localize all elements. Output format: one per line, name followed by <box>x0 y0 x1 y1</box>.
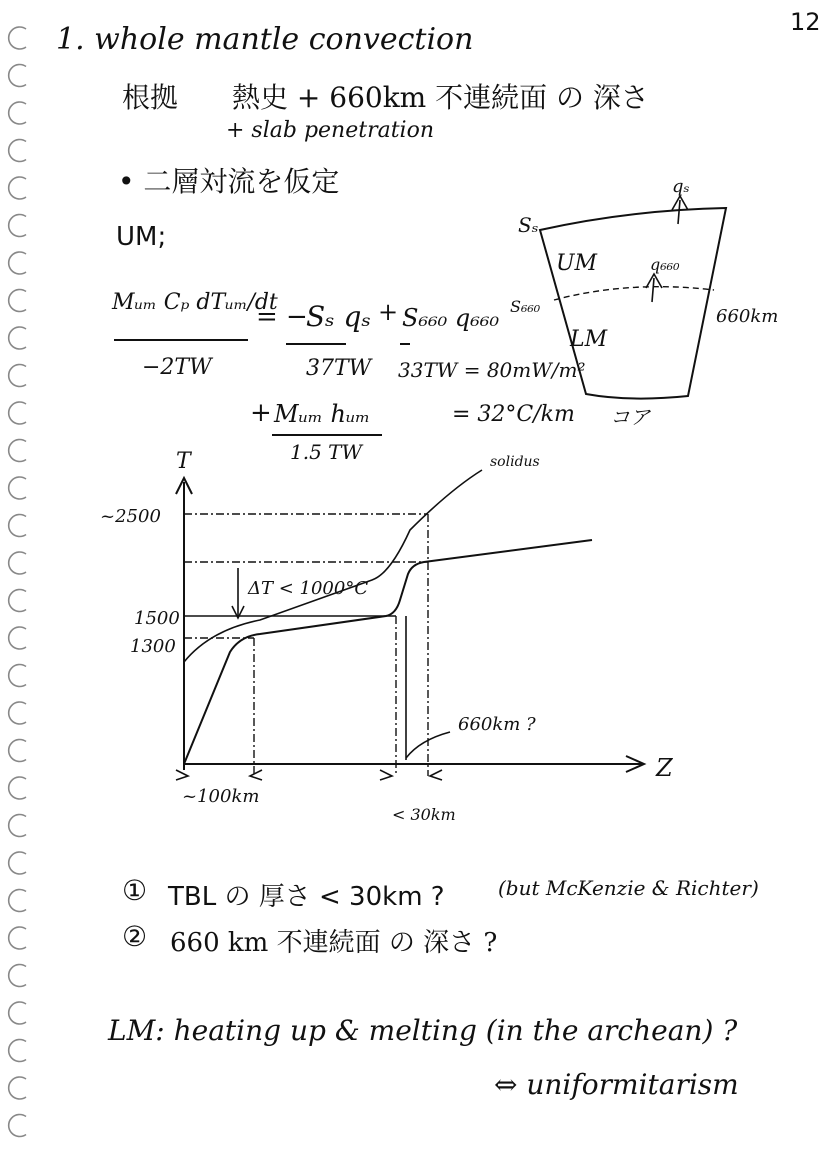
binder-hole <box>9 215 26 237</box>
evidence-items: 熱史 + 660km 不連続面 の 深さ <box>232 81 649 114</box>
binder-holes <box>0 0 40 1167</box>
binder-hole <box>9 552 26 574</box>
binder-hole <box>9 1002 26 1024</box>
equation-eq-sign: = − <box>256 302 308 332</box>
y-label-1300: 1300 <box>130 636 176 657</box>
binder-hole <box>9 27 26 49</box>
binder-hole <box>9 1077 26 1099</box>
lower-mantle-line: LM: heating up & melting (in the archean) ? <box>108 1014 738 1047</box>
equation-lhs: Mᵤₘ Cₚ dTᵤₘ/dt <box>112 290 278 315</box>
qs-arrow <box>678 200 680 224</box>
equation-rules <box>110 330 410 350</box>
q660-label: q₆₆₀ <box>650 255 680 274</box>
binder-hole <box>9 290 26 312</box>
binder-hole <box>9 665 26 687</box>
evidence-extra: + slab penetration <box>226 118 435 143</box>
binder-hole <box>9 740 26 762</box>
binder-hole <box>9 102 26 124</box>
tbl-100-label: ~100km <box>182 786 260 807</box>
qs-label: qₛ <box>672 176 690 197</box>
binder-hole <box>9 815 26 837</box>
ss-label: Sₛ <box>518 213 539 237</box>
question-1-note: (but McKenzie & Richter) <box>498 876 759 900</box>
q660-arrow <box>652 278 654 302</box>
binder-hole <box>9 327 26 349</box>
equation-term2-value: 33TW = 80mW/m² <box>398 358 586 382</box>
binder-hole <box>9 852 26 874</box>
delta-t-label: ΔT < 1000°C <box>248 578 369 599</box>
binder-hole <box>9 702 26 724</box>
question-1-number: ① <box>122 874 148 907</box>
tbl-30-label: < 30km <box>392 805 456 824</box>
equation-term1-value: 37TW <box>306 356 372 381</box>
lm-region-label: LM <box>570 327 608 352</box>
equation-term3-value: 1.5 TW <box>290 440 363 464</box>
sector-outline <box>540 208 726 399</box>
question-2-text: 660 km 不連続面 の 深さ ? <box>170 928 498 958</box>
equation-term2: S₆₆₀ q₆₆₀ <box>402 304 500 332</box>
assumption-line: • 二層対流を仮定 <box>118 165 340 198</box>
binder-hole <box>9 927 26 949</box>
equation-term3: Mᵤₘ hᵤₘ <box>274 400 371 428</box>
section-heading: 1. whole mantle convection <box>56 22 474 57</box>
equation-plus1: + <box>378 298 399 326</box>
solidus-label: solidus <box>490 454 540 470</box>
temperature-profile-graph <box>90 440 720 840</box>
binder-hole <box>9 777 26 799</box>
mantle-sector-diagram <box>500 170 820 440</box>
core-label: コア <box>610 405 650 429</box>
equation-gradient: = 32°C/km <box>452 402 575 427</box>
binder-hole <box>9 65 26 87</box>
y-label-1500: 1500 <box>134 608 180 629</box>
binder-hole <box>9 402 26 424</box>
binder-hole <box>9 590 26 612</box>
equation-lhs-value: −2TW <box>142 355 212 380</box>
binder-hole <box>9 515 26 537</box>
depth-660-label: 660km ? <box>458 714 536 735</box>
binder-hole <box>9 365 26 387</box>
z-axis-label: Z <box>656 754 673 782</box>
t-axis-label: T <box>176 449 191 474</box>
evidence-label: 根拠 <box>122 81 179 114</box>
binder-hole <box>9 439 26 461</box>
question-2-number: ② <box>122 920 148 953</box>
tick-left-a <box>176 770 188 780</box>
y-label-2500: ~2500 <box>100 506 161 527</box>
um-label: UM; <box>116 222 167 252</box>
binder-hole <box>9 890 26 912</box>
tick-right-a <box>380 770 392 780</box>
binder-hole <box>9 1040 26 1062</box>
uniformitarism-line: ⇔ uniformitarism <box>494 1068 739 1101</box>
question-1-text: TBL の 厚さ < 30km ? <box>168 882 445 912</box>
binder-hole <box>9 627 26 649</box>
page-number: 12 <box>790 8 821 36</box>
solidus-curve <box>184 470 482 662</box>
equation-plus2: + <box>250 398 272 428</box>
equation-term1: Sₛ qₛ <box>306 300 371 333</box>
binder-hole <box>9 177 26 199</box>
equation-rule-3 <box>268 430 388 440</box>
tick-left-b <box>250 770 262 780</box>
tick-right-b <box>430 770 442 780</box>
binder-hole <box>9 1115 26 1137</box>
binder-hole <box>9 252 26 274</box>
binder-hole <box>9 964 26 986</box>
boundary-660 <box>554 287 714 300</box>
depth-label: 660km <box>716 306 779 327</box>
binder-hole <box>9 477 26 499</box>
s660-label: S₆₆₀ <box>510 297 541 316</box>
um-region-label: UM <box>556 251 598 276</box>
binder-hole <box>9 140 26 162</box>
